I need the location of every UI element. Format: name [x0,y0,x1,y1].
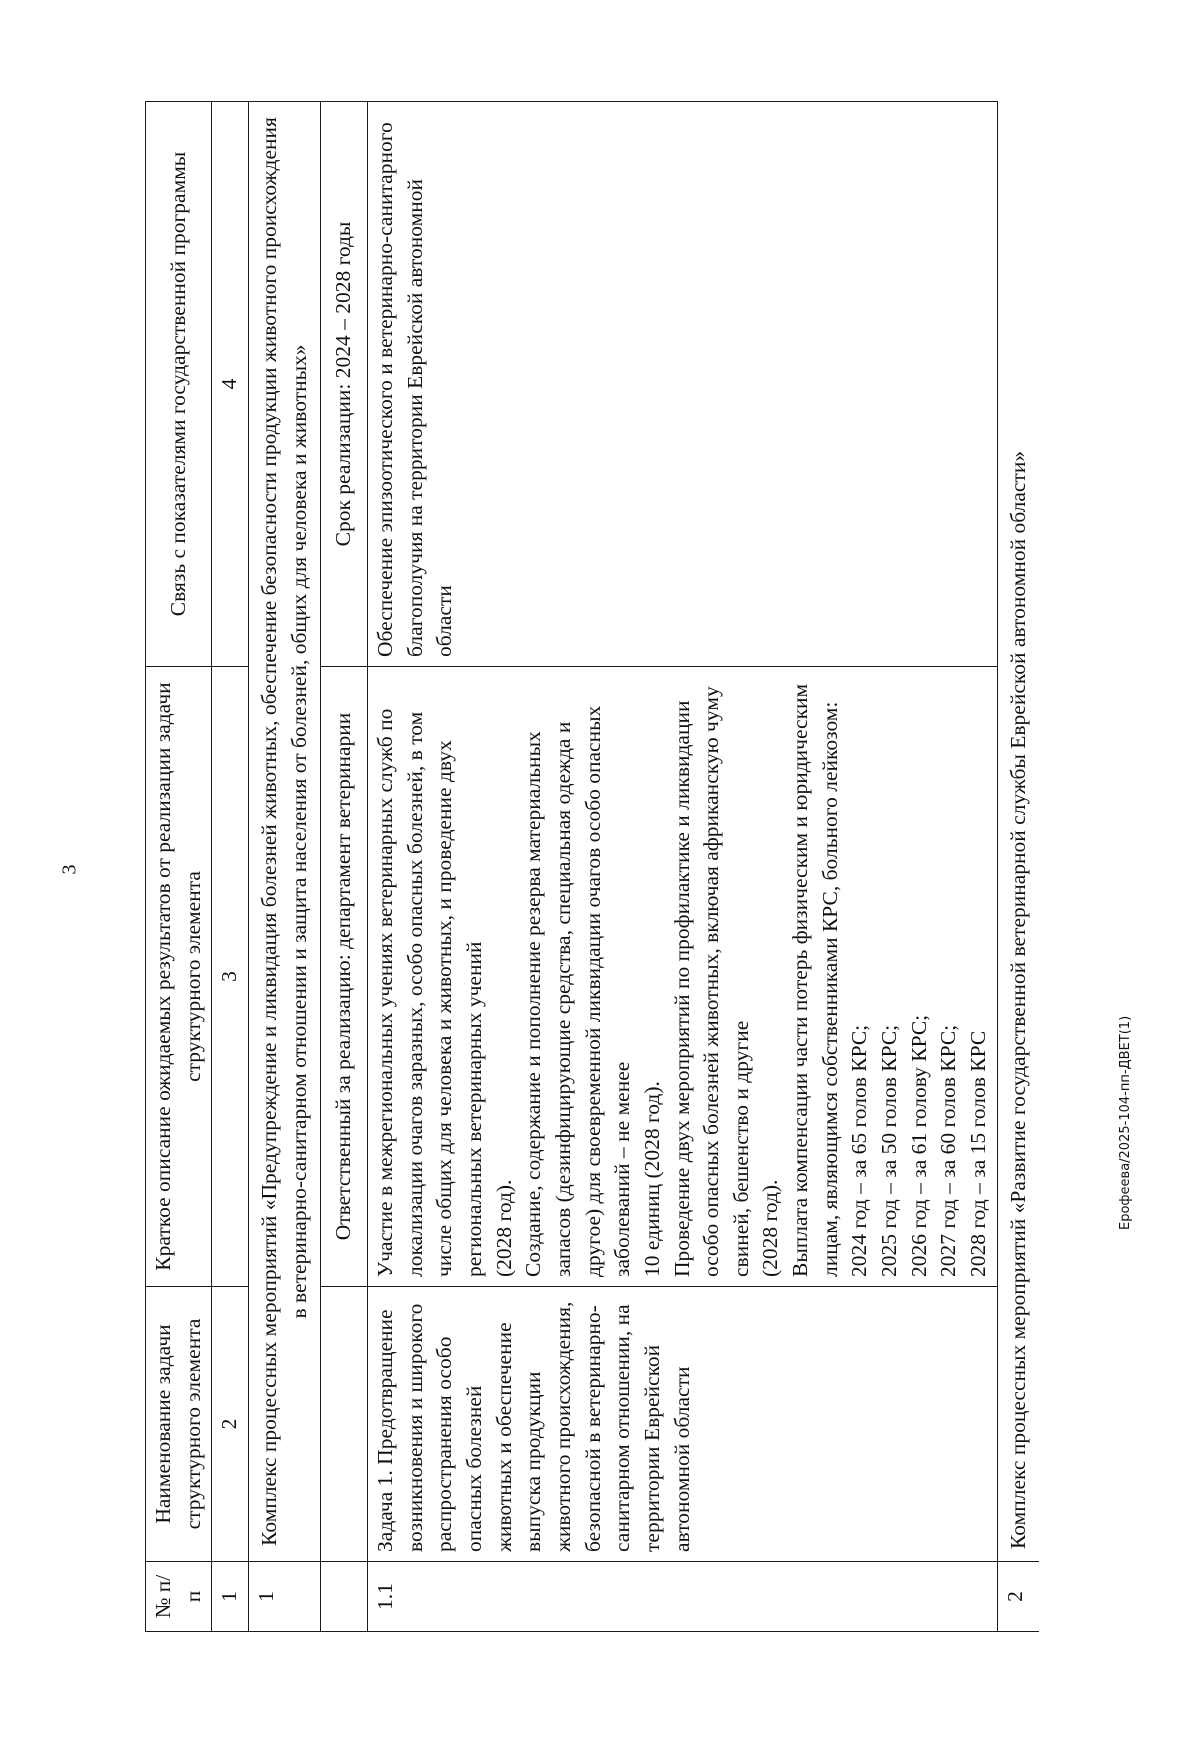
row-1-1-results [367,667,997,1287]
column-number-row [212,102,249,1632]
rotated-table-container [145,102,1095,1632]
structural-elements-table [145,101,1039,1632]
column-number: 3 [212,667,249,1287]
result-line: Создание, содержание и пополнение резерва материальных запасов (дезинфицирующие средства, специальная одежда и другое) для своевременной ликвидации очагов особо опасных заболеваний – не менее [521,705,635,1277]
row-1-1-num: 1.1 [367,1562,997,1632]
section-2-title: Комплекс процессных мероприятий «Развитие государственной ветеринарной службы Еврейской автономной области» [997,102,1039,1562]
column-number: 2 [212,1287,249,1562]
header-num: № п/п [146,1562,212,1632]
section-1-title-row [248,102,320,1632]
header-task-name: Наименование задачи структурного элемента [146,1287,212,1562]
page-number: 3 [58,864,81,875]
result-line: (2028 год). [758,1179,783,1277]
header-results: Краткое описание ожидаемых результатов от реализации задачи структурного элемента [146,667,212,1287]
column-number: 1 [212,1562,249,1632]
section-2-num: 2 [997,1562,1039,1632]
section-1-responsible-row [321,102,368,1632]
empty-cell [321,1562,368,1632]
row-1-1-task: Задача 1. Предотвращение возникновения и широкого распространения особо опасных болезней животных и обеспечение выпуска продукции животного происхождения, безопасной в ветеринарно-санитарном отношении, на территории Еврейской автономной области [367,1287,997,1562]
responsible: Ответственный за реализацию: департамент ветеринарии [321,667,368,1287]
implementation-period: Срок реализации: 2024 – 2028 годы [321,102,368,667]
result-line: Выплата компенсации части потерь физическим и юридическим лицам, являющимся собственниками КРС, больного лейкозом: [788,683,842,1277]
section-1-title: Комплекс процессных мероприятий «Предупреждение и ликвидация болезней животных, обеспечение безопасности продукции животного происхождения в ветеринарно-санитарном отношении и защита населения от болезней, общих для человека и животных» [248,102,320,1562]
result-line: 10 единиц (2028 год). [639,1081,664,1277]
footer-code-text: Ерофеева/2025-104-пп-ДВЕТ(1) [1118,1015,1133,1230]
result-line: 2025 год – за 50 голов КРС; [877,1024,902,1277]
row-1-1 [367,102,997,1632]
column-number: 4 [212,102,249,667]
result-line: (2028 год). [491,1179,516,1277]
table-header-row [146,102,212,1632]
result-line: 2028 год – за 15 голов КРС [966,1030,991,1277]
result-line: Участие в межрегиональных учениях ветеринарных служб по локализации очагов заразных, особо опасных болезней, в том числе общих для человека и животных, и проведение двух региональных ветеринарных учений [372,708,486,1277]
result-line: 2024 год – за 65 голов КРС; [847,1024,872,1277]
result-line: 2026 год – за 61 голову КРС; [906,1014,931,1277]
section-2-title-row [997,102,1039,1632]
result-line: Проведение двух мероприятий по профилактике и ликвидации особо опасных болезней животных, включая африканскую чуму свиней, бешенство и другие [669,686,753,1277]
row-1-1-link: Обеспечение эпизоотического и ветеринарно-санитарного благополучия на территории Еврейской автономной области [367,102,997,667]
section-1-num: 1 [248,1562,320,1632]
footer-code [1118,830,1138,1230]
header-link: Связь с показателями государственной программы [146,102,212,667]
result-line: 2027 год – за 60 голов КРС; [936,1024,961,1277]
empty-cell [321,1287,368,1562]
